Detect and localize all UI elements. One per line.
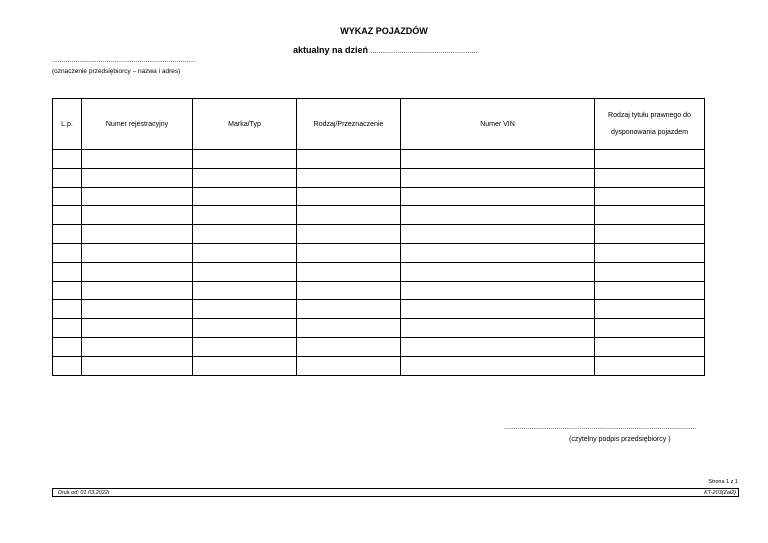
table-cell[interactable] — [193, 168, 297, 187]
table-cell[interactable] — [401, 262, 595, 281]
table-cell[interactable] — [82, 281, 193, 300]
table-cell[interactable] — [193, 187, 297, 206]
table-body — [53, 150, 705, 376]
table-cell[interactable] — [401, 337, 595, 356]
header-legal-title: Rodzaj tytułu prawnego do dysponowania pojazdem — [595, 99, 705, 150]
header-kind-purpose: Rodzaj/Przeznaczenie — [297, 99, 401, 150]
table-row — [53, 225, 705, 244]
table-cell[interactable] — [82, 187, 193, 206]
table-cell[interactable] — [297, 150, 401, 169]
table-cell[interactable] — [193, 150, 297, 169]
table-cell[interactable] — [82, 300, 193, 319]
vehicles-table — [52, 98, 705, 376]
header-make-type: Marka/Typ — [193, 99, 297, 150]
table-row — [53, 187, 705, 206]
table-cell[interactable] — [297, 243, 401, 262]
issuer-caption: (oznaczenie przedsiębiorcy – nazwa i adres) — [52, 68, 181, 75]
table-cell[interactable] — [595, 300, 705, 319]
table-cell[interactable] — [82, 168, 193, 187]
date-field: ....................................................... — [370, 48, 478, 55]
table-cell[interactable] — [297, 337, 401, 356]
date-label: aktualny na dzień — [293, 45, 369, 55]
table-cell[interactable] — [193, 337, 297, 356]
table-cell[interactable] — [595, 243, 705, 262]
table-cell[interactable] — [401, 150, 595, 169]
table-cell[interactable] — [53, 243, 82, 262]
table-cell[interactable] — [82, 356, 193, 375]
table-cell[interactable] — [297, 281, 401, 300]
table-cell[interactable] — [193, 262, 297, 281]
table-cell[interactable] — [193, 225, 297, 244]
table-cell[interactable] — [595, 262, 705, 281]
table-row — [53, 319, 705, 338]
table-cell[interactable] — [53, 281, 82, 300]
table-row — [53, 168, 705, 187]
table-cell[interactable] — [193, 206, 297, 225]
table-cell[interactable] — [401, 300, 595, 319]
table-cell[interactable] — [53, 225, 82, 244]
table-row — [53, 243, 705, 262]
table-header-row — [53, 99, 705, 150]
table-cell[interactable] — [82, 243, 193, 262]
table-cell[interactable] — [53, 187, 82, 206]
table-cell[interactable] — [595, 150, 705, 169]
table-row — [53, 300, 705, 319]
table-cell[interactable] — [297, 225, 401, 244]
table-cell[interactable] — [595, 168, 705, 187]
signature-caption: (czytelny podpis przedsiębiorcy ) — [569, 436, 671, 443]
table-cell[interactable] — [53, 150, 82, 169]
table-row — [53, 356, 705, 375]
table-cell[interactable] — [595, 319, 705, 338]
table-cell[interactable] — [82, 225, 193, 244]
table-cell[interactable] — [297, 187, 401, 206]
table-cell[interactable] — [82, 337, 193, 356]
table-cell[interactable] — [53, 337, 82, 356]
table-row — [53, 206, 705, 225]
table-cell[interactable] — [297, 168, 401, 187]
table-cell[interactable] — [53, 206, 82, 225]
table-cell[interactable] — [401, 206, 595, 225]
table-cell[interactable] — [193, 243, 297, 262]
table-cell[interactable] — [297, 206, 401, 225]
table-cell[interactable] — [595, 206, 705, 225]
table-cell[interactable] — [82, 206, 193, 225]
date-line — [293, 45, 478, 55]
table-cell[interactable] — [193, 319, 297, 338]
table-cell[interactable] — [53, 168, 82, 187]
table-cell[interactable] — [193, 281, 297, 300]
issuer-line: .......................................................................... — [52, 57, 196, 64]
table-cell[interactable] — [401, 281, 595, 300]
table-cell[interactable] — [401, 168, 595, 187]
table-cell[interactable] — [595, 337, 705, 356]
table-cell[interactable] — [82, 150, 193, 169]
table-cell[interactable] — [595, 356, 705, 375]
table-cell[interactable] — [82, 262, 193, 281]
header-registration-number: Numer rejestracyjny — [82, 99, 193, 150]
footer-box — [52, 488, 739, 497]
table-row — [53, 150, 705, 169]
form-code: KT-203(Zał2) — [704, 490, 736, 496]
table-cell[interactable] — [401, 187, 595, 206]
table-cell[interactable] — [297, 300, 401, 319]
table-cell[interactable] — [297, 356, 401, 375]
table-row — [53, 262, 705, 281]
header-lp: L.p. — [53, 99, 82, 150]
table-cell[interactable] — [401, 319, 595, 338]
table-cell[interactable] — [53, 262, 82, 281]
table-cell[interactable] — [193, 356, 297, 375]
table-row — [53, 337, 705, 356]
table-cell[interactable] — [401, 356, 595, 375]
table-cell[interactable] — [297, 262, 401, 281]
table-cell[interactable] — [595, 225, 705, 244]
signature-line: ................................................................................................... — [504, 424, 697, 431]
print-date: Druk od: 01.03.2022r. — [58, 490, 111, 496]
header-vin: Numer VIN — [401, 99, 595, 150]
table-row — [53, 281, 705, 300]
table-cell[interactable] — [401, 243, 595, 262]
table-cell[interactable] — [595, 187, 705, 206]
table-cell[interactable] — [401, 225, 595, 244]
document-title: WYKAZ POJAZDÓW — [340, 26, 428, 36]
table-cell[interactable] — [53, 356, 82, 375]
table-cell[interactable] — [193, 300, 297, 319]
page-number: Strona 1 z 1 — [708, 479, 738, 485]
table-cell[interactable] — [53, 319, 82, 338]
table-cell[interactable] — [82, 319, 193, 338]
table-cell[interactable] — [595, 281, 705, 300]
table-cell[interactable] — [297, 319, 401, 338]
table-cell[interactable] — [53, 300, 82, 319]
